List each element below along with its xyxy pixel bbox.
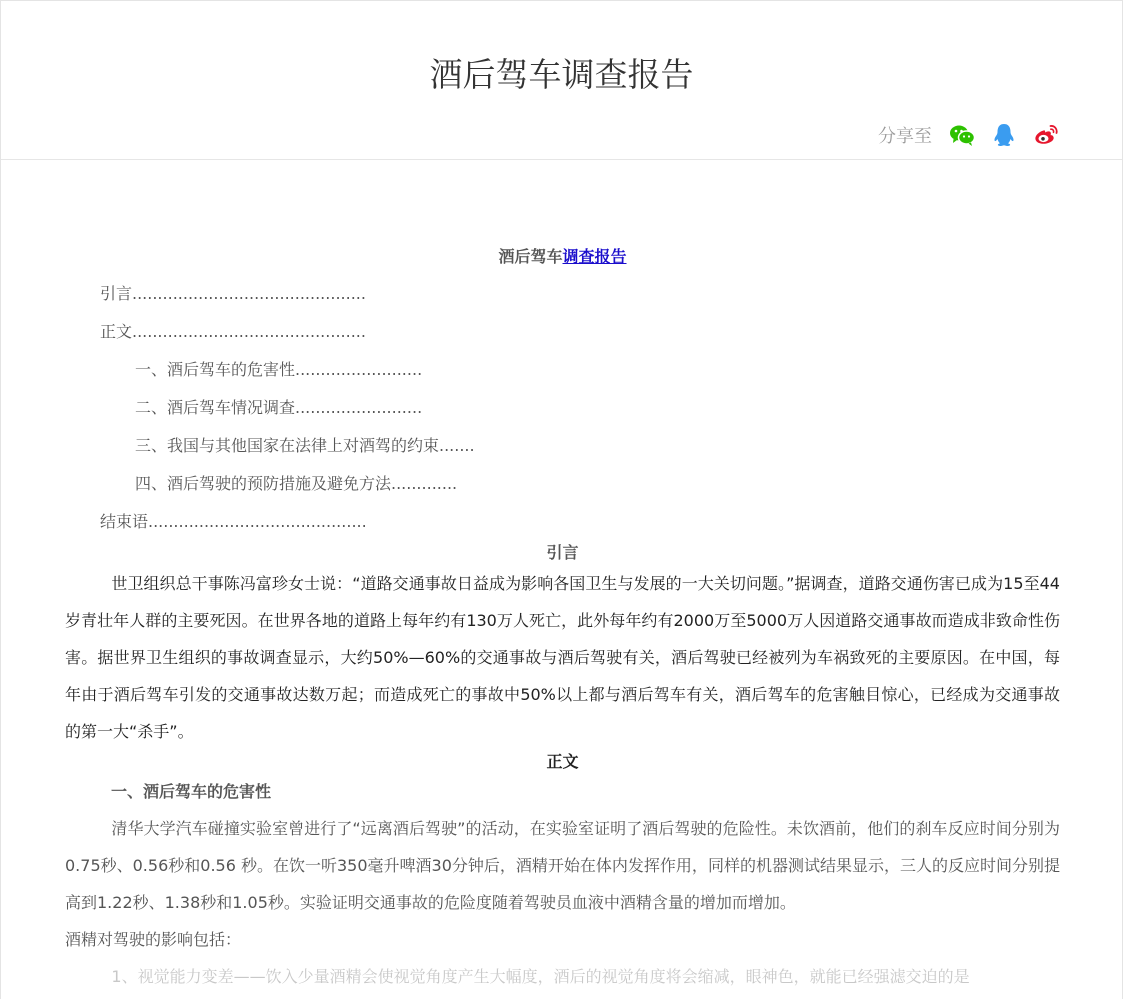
faded-line: 1、视觉能力变差——饮入少量酒精会使视觉角度产生大幅度，酒后的视觉角度将会缩减，眼神色，就能已经强滤交迫的是 bbox=[111, 967, 970, 986]
section-1-paragraph: 清华大学汽车碰撞实验室曾进行了“远离酒后驾驶”的活动，在实验室证明了酒后驾驶的危险性。未饮酒前，他们的刹车反应时间分别为0.75秒、0.56秒和0.56 秒。在饮一听350毫升啤酒30分钟后，酒精开始在体内发挥作用，同样的机器测试结果显示，三人的反应时间分别提高到1.22秒、1.38秒和1.05秒。实验证明交通事故的危险度随着驾驶员血液中酒精含量的增加而增加。 bbox=[65, 819, 1060, 912]
share-bar bbox=[878, 121, 1060, 149]
toc-item: 三、我国与其他国家在法律上对酒驾的约束....... bbox=[135, 436, 475, 455]
share-label: 分享至 bbox=[878, 126, 932, 147]
intro-heading: 引言 bbox=[546, 543, 579, 562]
table-of-contents bbox=[65, 275, 1060, 541]
article-body bbox=[65, 161, 1060, 995]
document-title-link[interactable]: 调查报告 bbox=[562, 247, 627, 266]
toc-item: 一、酒后驾车的危害性......................... bbox=[135, 360, 423, 379]
body-heading: 正文 bbox=[546, 752, 579, 771]
toc-item: 正文.............................................. bbox=[100, 322, 366, 341]
section-1-heading: 一、酒后驾车的危害性 bbox=[111, 782, 272, 801]
toc-item: 结束语........................................... bbox=[100, 512, 367, 531]
weibo-icon[interactable] bbox=[1032, 121, 1060, 149]
page-title: 酒后驾车调查报告 bbox=[429, 55, 694, 94]
toc-item: 四、酒后驾驶的预防措施及避免方法............. bbox=[135, 474, 458, 493]
effects-intro: 酒精对驾驶的影响包括： bbox=[65, 930, 242, 949]
intro-paragraph: 世卫组织总干事陈冯富珍女士说：“道路交通事故日益成为影响各国卫生与发展的一大关切问题。”据调查，道路交通伤害已成为15至44岁青壮年人群的主要死因。在世界各地的道路上每年约有130万人死亡，此外每年约有2000万至5000万人因道路交通事故而造成非致命性伤害。据世界卫生组织的事故调查显示，大约50%—60%的交通事故与酒后驾驶有关，酒后驾驶已经被列为车祸致死的主要原因。在中国，每年由于酒后驾车引发的交通事故达数万起；而造成死亡的事故中50%以上都与酒后驾车有关，酒后驾车的危害触目惊心，已经成为交通事故的第一大“杀手”。 bbox=[65, 574, 1060, 741]
toc-item: 二、酒后驾车情况调查......................... bbox=[135, 398, 423, 417]
article-header bbox=[1, 1, 1122, 160]
document-title-text: 酒后驾车 bbox=[498, 247, 563, 266]
wechat-icon[interactable] bbox=[948, 121, 976, 149]
qq-icon[interactable] bbox=[990, 121, 1018, 149]
toc-item: 引言.............................................. bbox=[100, 284, 366, 303]
document-title bbox=[65, 245, 1060, 269]
